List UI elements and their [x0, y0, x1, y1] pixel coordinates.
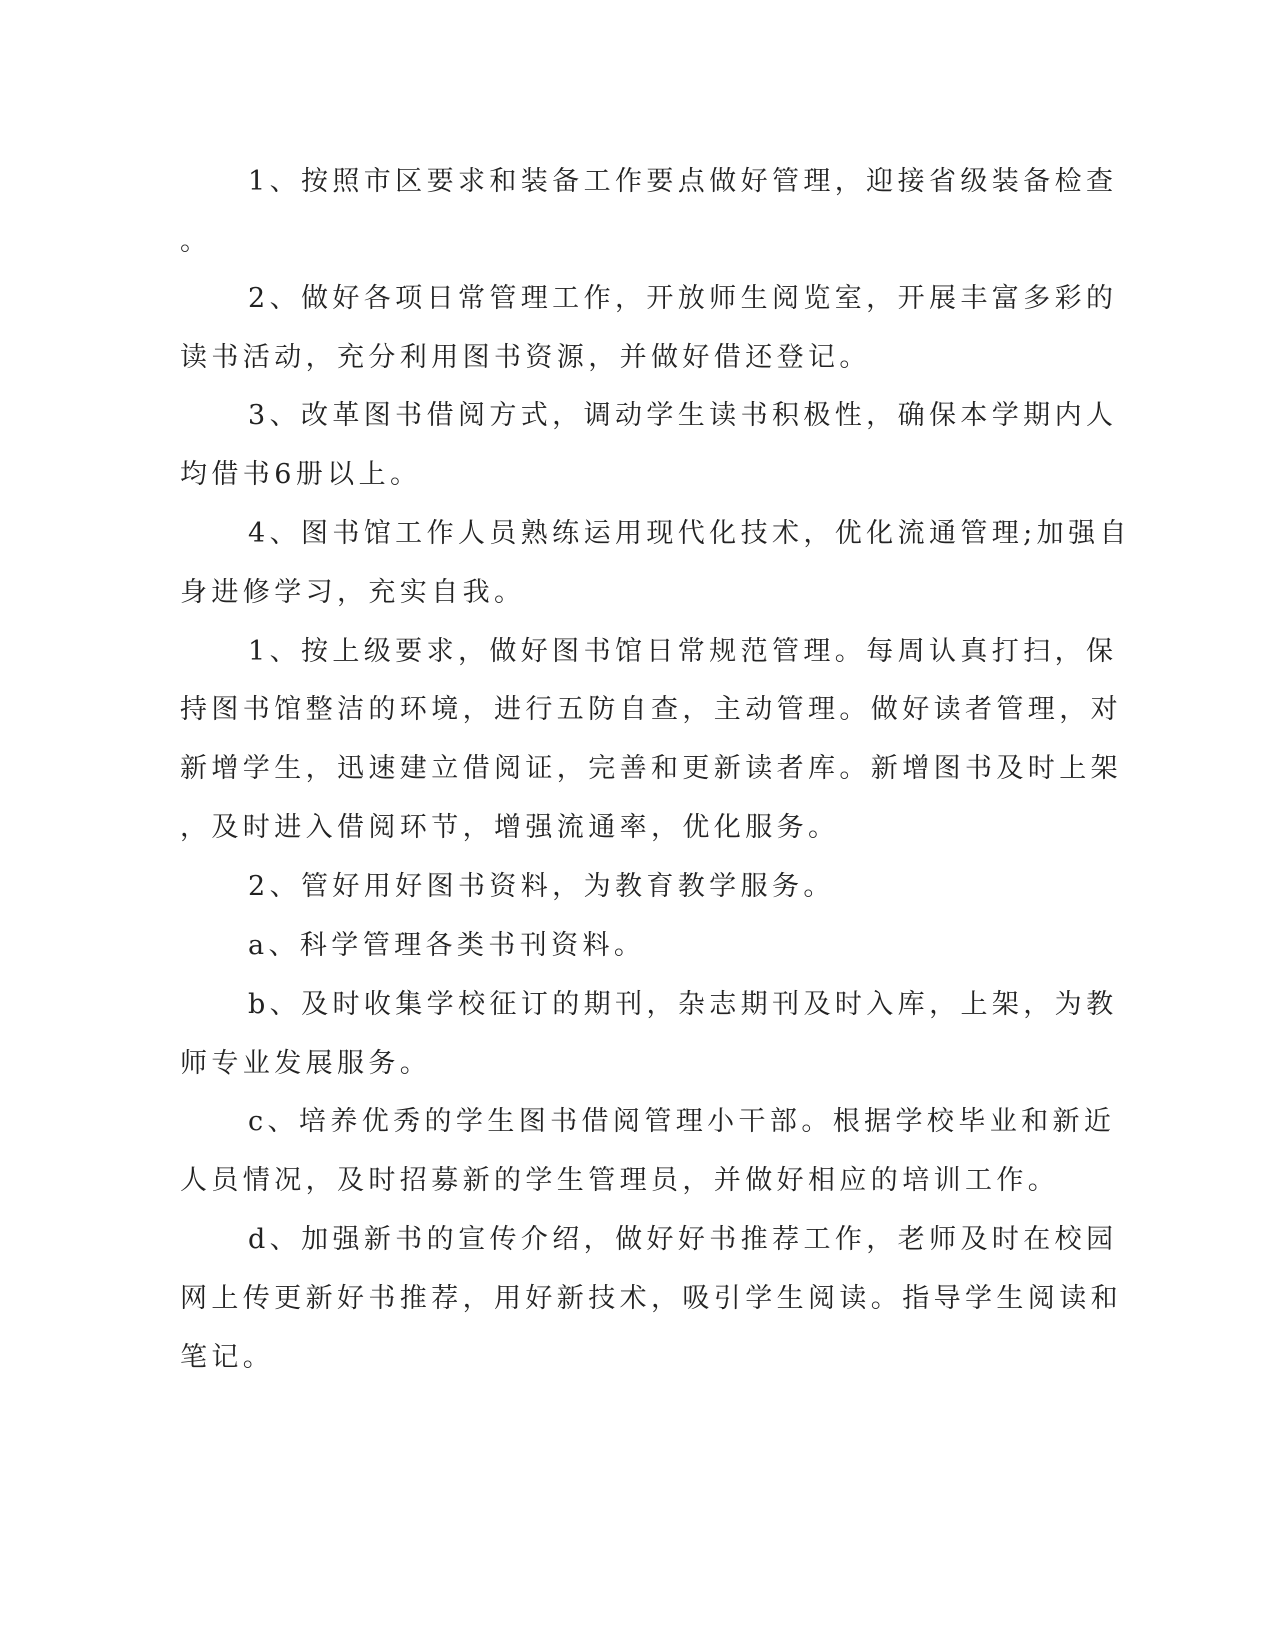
paragraph-line: 持图书馆整洁的环境，进行五防自查，主动管理。做好读者管理，对: [180, 694, 1122, 725]
paragraph-line: 新增学生，迅速建立借阅证，完善和更新读者库。新增图书及时上架: [180, 753, 1122, 784]
paragraph-line: a、科学管理各类书刊资料。: [248, 930, 646, 961]
paragraph-line: 2、管好用好图书资料，为教育教学服务。: [248, 871, 835, 902]
paragraph-line: c、培养优秀的学生图书借阅管理小干部。根据学校毕业和新近: [248, 1106, 1116, 1137]
paragraph-line: 。: [180, 226, 212, 257]
paragraph-line: 人员情况，及时招募新的学生管理员，并做好相应的培训工作。: [180, 1165, 1060, 1196]
paragraph-line: b、及时收集学校征订的期刊，杂志期刊及时入库，上架，为教: [248, 989, 1118, 1020]
paragraph-line: 读书活动，充分利用图书资源，并做好借还登记。: [180, 342, 871, 373]
paragraph-line: d、加强新书的宣传介绍，做好好书推荐工作，老师及时在校园: [248, 1224, 1118, 1255]
paragraph-line: 师专业发展服务。: [180, 1048, 432, 1079]
paragraph-line: 1、按照市区要求和装备工作要点做好管理，迎接省级装备检查: [248, 166, 1118, 197]
paragraph-line: 2、做好各项日常管理工作，开放师生阅览室，开展丰富多彩的: [248, 283, 1118, 314]
paragraph-line: 均借书6册以上。: [180, 459, 422, 490]
paragraph-line: 4、图书馆工作人员熟练运用现代化技术，优化流通管理;加强自: [248, 518, 1131, 549]
paragraph-line: 1、按上级要求，做好图书馆日常规范管理。每周认真打扫，保: [248, 636, 1118, 667]
paragraph-line: 网上传更新好书推荐，用好新技术，吸引学生阅读。指导学生阅读和: [180, 1283, 1122, 1314]
paragraph-line: ，及时进入借阅环节，增强流通率，优化服务。: [180, 812, 840, 843]
paragraph-line: 3、改革图书借阅方式，调动学生读书积极性，确保本学期内人: [248, 400, 1118, 431]
paragraph-line: 笔记。: [180, 1342, 275, 1373]
paragraph-line: 身进修学习，充实自我。: [180, 577, 526, 608]
